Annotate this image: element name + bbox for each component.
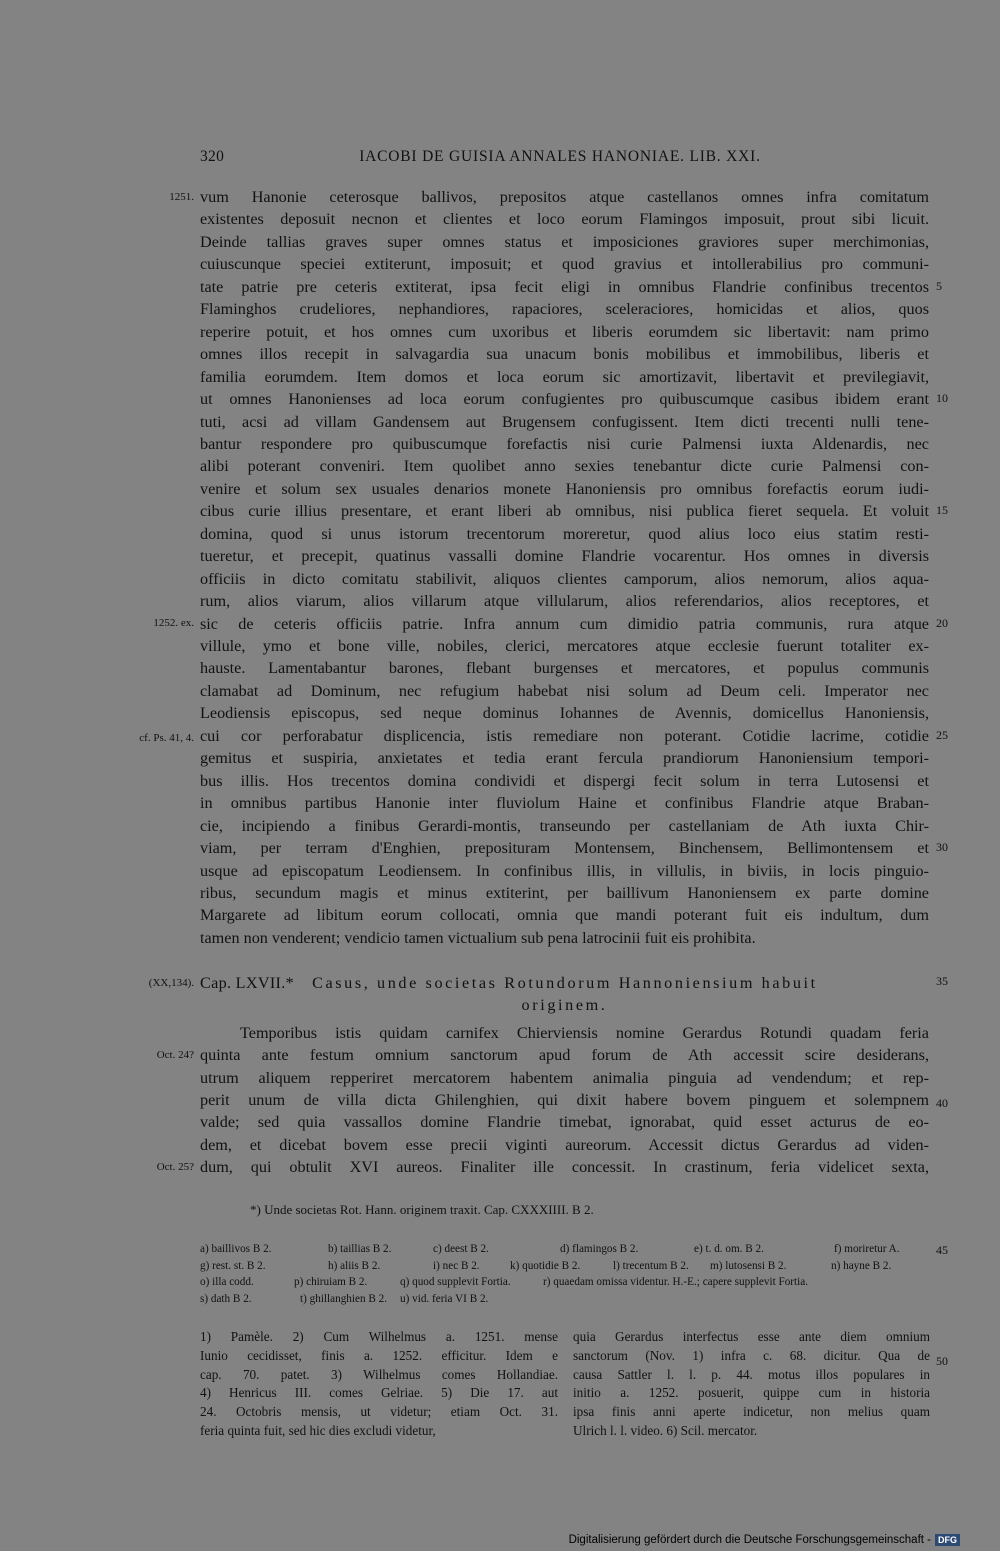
note-line: cap. 70. patet. 3) Wilhelmus comes Hollandiae.	[200, 1366, 558, 1382]
running-title: IACOBI DE GUISIA ANNALES HANONIAE. LIB. XXI.	[359, 148, 761, 165]
text-line: familia eorumdem. Item domos et loca eorum sic amortizavit, libertavit et previlegiavit,	[200, 367, 929, 386]
apparatus-row	[200, 1291, 930, 1307]
text-line: in omnibus partibus Hanonie inter fluviolum Haine et confinibus Flandrie atque Braban-	[200, 794, 929, 813]
text-line: tamen non venderent; vendicio tamen victualium sub pena latrocinii fuit eis prohibita.	[200, 928, 756, 947]
text-line: existentes deposuit necnon et clientes et loco eorum Flamingos imposuit, prout sibi licuit.	[200, 210, 929, 229]
text-line: viam, per terram d'Enghien, preposituram Montensem, Binchensem, Bellimontensem et	[200, 839, 929, 858]
note-line: Iunio cecidisset, finis a. 1252. efficitur. Idem e	[200, 1347, 558, 1363]
line-number: 30	[936, 840, 948, 854]
footer	[569, 1534, 960, 1546]
margin-note: 1252. ex.	[153, 617, 194, 629]
chapter-title-line1: Casus, unde societas Rotundorum Hannoniensium habuit	[312, 974, 818, 992]
text-line: omnes illos recepit in salvagardia sua unacum bonis mobilibus et immobilibus, liberis et	[200, 345, 929, 364]
text-line: hauste. Lamentabantur barones, flebant burgenses et mercatores, et populus communis	[200, 659, 929, 678]
text-line: Leodiensis episcopus, sed neque dominus Iohannes de Avennis, domicellus Hanoniensis,	[200, 704, 929, 723]
apparatus-note: d) flamingos B 2.	[560, 1243, 639, 1255]
text-line: ut omnes Hanonienses ad loca eorum confugientes pro quibuscumque casibus ibidem erant	[200, 390, 929, 409]
apparatus-note: p) chiruiam B 2.	[294, 1276, 368, 1288]
note-line: 24. Octobris mensis, ut videtur; etiam Oct. 31.	[200, 1404, 558, 1420]
apparatus-note: i) nec B 2.	[433, 1259, 480, 1272]
star-note: *) Unde societas Rot. Hann. originem traxit. Cap. CXXXIIII. B 2.	[250, 1202, 594, 1217]
text-line: rum, alios viarum, alios villarum atque villularum, alios referendarios, alios receptores, et	[200, 592, 929, 611]
note-line: feria quinta fuit, sed hic dies excludi videtur,	[200, 1422, 436, 1438]
note-line: 4) Henricus III. comes Gelriae. 5) Die 17. aut	[200, 1385, 558, 1401]
text-line: cui cor perforabatur displicencia, istis remediare non poterant. Cotidie lacrime, cotidie	[200, 726, 929, 745]
apparatus-note: h) aliis B 2.	[328, 1259, 381, 1272]
footer-text: Digitalisierung gefördert durch die Deutsche Forschungsgemeinschaft -	[568, 1534, 931, 1546]
apparatus-note: u) vid. feria VI B 2.	[400, 1292, 489, 1305]
text-line: tueretur, et precepit, quatinus vassalli domine Flandrie vocarentur. Hos omnes in diversis	[200, 547, 929, 566]
page-number: 320	[200, 148, 225, 165]
margin-note: 1251.	[169, 191, 194, 203]
running-header	[200, 148, 930, 170]
margin-note: (XX,134).	[148, 977, 194, 989]
apparatus-note: a) baillivos B 2.	[200, 1243, 272, 1255]
margin-note: cf. Ps. 41, 4.	[139, 732, 194, 744]
text-line: Margarete ad libitum eorum collocati, omnia que mandi poterant fuit eis indultum, dum	[200, 906, 929, 925]
apparatus-note: t) ghillanghien B 2.	[300, 1292, 388, 1305]
apparatus-note: b) taillias B 2.	[328, 1243, 392, 1255]
line-number: 5	[936, 279, 942, 293]
text-line: cie, incipiendo a finibus Gerardi-montis, transeundo per castellaniam de Ath iuxta Chir-	[200, 816, 929, 835]
note-line: quia Gerardus interfectus esse ante diem omnium	[573, 1329, 930, 1344]
text-line: domina, quod si unus istorum trecentorum moreretur, quod alius loco eius statim resti-	[200, 524, 929, 543]
notes-left-column	[200, 1328, 558, 1441]
apparatus-row	[200, 1258, 930, 1274]
line-number: 45	[936, 1243, 948, 1257]
note-line: 1) Pamèle. 2) Cum Wilhelmus a. 1251. mense	[200, 1329, 558, 1344]
text-line: tuti, acsi ad villam Gandensem aut Brugensem confugissent. Item dicti trecenti nulli tene-	[200, 412, 929, 431]
note-line: sanctorum (Nov. 1) infra c. 68. dicitur. Qua de	[573, 1347, 930, 1363]
line-number: 20	[936, 616, 948, 630]
text-line: dum, qui obtulit XVI aureos. Finaliter ille concessit. In crastinum, feria videlicet sexta,	[200, 1157, 929, 1176]
text-line: tate patrie pre ceteris extiterat, ipsa fecit eligi in omnibus Flandrie confinibus trecentos	[200, 277, 929, 296]
line-number: 15	[936, 503, 948, 517]
text-line: cuiuscunque speciei extiterunt, imposuit; et quod gravius et intollerabilius pro communi-	[200, 255, 929, 274]
line-number: 35	[936, 974, 948, 988]
text-line: alibi poterant conveniri. Item quolibet anno sexies tenebantur dicte curie Palmensi con-	[200, 457, 929, 476]
apparatus-note: n) hayne B 2.	[831, 1259, 892, 1272]
apparatus-note: r) quaedam omissa videntur. H.-E.; capere supplevit Fortia.	[543, 1276, 809, 1288]
apparatus-note: o) illa codd.	[200, 1276, 254, 1288]
text-line: utrum aliquem repperiret mercatorem habentem animalia pinguia ad vendendum; et rep-	[200, 1068, 929, 1087]
margin-note: Oct. 25?	[156, 1161, 194, 1173]
text-line: cibus curie illius presentare, et erant liberi ab omnibus, nisi publica fieret sequela. Et voluit	[200, 502, 929, 521]
apparatus-note: e) t. d. om. B 2.	[694, 1243, 764, 1255]
text-line: dem, et dicebat bovem esse precii viginti aureorum. Accessit dictus Gerardus ad viden-	[200, 1135, 929, 1154]
apparatus-note: k) quotidie B 2.	[510, 1259, 581, 1272]
text-line: villule, ymo et bone ville, nobiles, clerici, mercatores atque ecclesie fuerunt totaliter ex-	[200, 637, 929, 655]
apparatus-row	[200, 1274, 930, 1290]
text-line: vum Hanonie ceterosque ballivos, prepositos atque castellanos omnes infra comitatum	[200, 188, 929, 206]
text-line: sic de ceteris officiis patrie. Infra annum cum dimidio patria communis, rura atque	[200, 614, 929, 633]
apparatus-note: m) lutosensi B 2.	[710, 1259, 787, 1272]
apparatus-note: g) rest. st. B 2.	[200, 1259, 266, 1272]
line-number: 25	[936, 728, 948, 742]
note-line: Ulrich l. l. video. 6) Scil. mercator.	[573, 1422, 758, 1438]
text-line: Deinde tallias graves super omnes status et imposiciones graviores super merchimonias,	[200, 232, 929, 251]
notes-right-column	[573, 1328, 930, 1441]
text-line: ribus, secundum magis et minus extiterint, per baillivum Hanoniensem ex parte domine	[200, 883, 929, 902]
apparatus-note: s) dath B 2.	[200, 1292, 252, 1305]
apparatus-note: f) moriretur A.	[834, 1243, 900, 1255]
apparatus-note: l) trecentum B 2.	[613, 1259, 689, 1272]
text-line: Flaminghos crudeliores, nephandiores, rapaciores, sceleraciores, homicidas et alios, quos	[200, 300, 929, 319]
chapter-heading	[200, 972, 929, 1016]
text-line: reperire potuit, et hos omnes cum uxoribus et liberis eorumdem sic libertavit: nam primo	[200, 322, 929, 341]
note-line: causa Sattler l. l. p. 44. motus illos populares in	[573, 1366, 930, 1382]
apparatus-row	[200, 1241, 930, 1257]
note-line: ipsa finis anni aperte indicetur, non melius quam	[573, 1404, 930, 1420]
line-number: 50	[936, 1354, 948, 1368]
margin-note: Oct. 24?	[156, 1049, 194, 1061]
text-line: usque ad episcopatum Leodiensem. In confinibus illis, in villulis, in biviis, in locis pinguio-	[200, 861, 929, 880]
text-line: quinta ante festum omnium sanctorum apud forum de Ath accessit scire desiderans,	[200, 1046, 929, 1065]
text-line: officiis in dicto comitatu stabilivit, aliquos clientes camporum, alios nemorum, alios aqua-	[200, 569, 929, 588]
note-line: initio a. 1252. posuerit, quippe cum in historia	[573, 1385, 930, 1401]
text-line: gemitus et suspiria, anxietates et tedia erant fercula prandiorum Hanoniensium tempori-	[200, 749, 929, 768]
text-line: bus illis. Hos trecentos domina condividi et dispergi fecit solum in terra Lutosensi et	[200, 771, 929, 790]
line-number: 40	[936, 1096, 948, 1110]
apparatus-note: q) quod supplevit Fortia.	[400, 1276, 511, 1288]
text-line: venire et solum sex usuales denarios monete Hanoniensis pro omnibus forefactis eorum iudi-	[200, 479, 929, 498]
text-line: clamabat ad Dominum, nec refugium habebat nisi solum ad Deum celi. Imperator nec	[200, 681, 929, 700]
text-line: perit unum de villa dicta Ghilenghien, qui dixit habere bovem pinguem et solempnem	[200, 1090, 929, 1109]
text-line: bantur respondere pro quibuscumque forefactis nisi curie Palmensi iuxta Aldenardis, nec	[200, 434, 929, 453]
apparatus-note: c) deest B 2.	[433, 1243, 489, 1255]
line-number: 10	[936, 391, 948, 405]
text-line: valde; sed quia vassallos domine Flandrie timebat, ignorabat, quid esset acturus de eo-	[200, 1113, 929, 1132]
dfg-logo: DFG	[935, 1534, 960, 1546]
text-line: Temporibus istis quidam carnifex Chierviensis nomine Gerardus Rotundi quadam feria	[240, 1024, 929, 1042]
chapter-number: Cap. LXVII.*	[200, 974, 294, 992]
chapter-title-line2: originem.	[521, 996, 608, 1014]
